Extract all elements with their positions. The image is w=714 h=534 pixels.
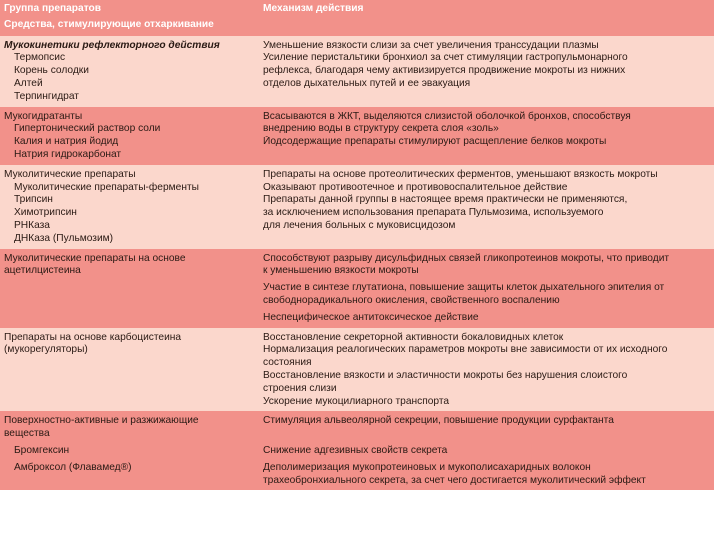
mechanism-cell: свободнорадикального окисления, свойственного воспалению (255, 295, 714, 308)
table-row (0, 383, 714, 396)
mechanism-cell (255, 233, 714, 249)
mechanism-cell: Уменьшение вязкости слизи за счет увеличения транссудации плазмы (255, 36, 714, 53)
group-cell (0, 308, 255, 328)
mechanism-cell: Участие в синтезе глутатиона, повышение защиты клеток дыхательного эпителия от (255, 278, 714, 295)
mechanism-cell: Деполимеризация мукопротеиновых и мукополисахаридных волокон (255, 458, 714, 475)
header-mechanism-column: Механизм действия (255, 0, 714, 19)
table-row (0, 265, 714, 278)
group-cell: ацетилцистеина (0, 265, 255, 278)
table-row (0, 136, 714, 149)
table-row (0, 475, 714, 491)
table-row (0, 370, 714, 383)
group-cell: Бромгексин (0, 441, 255, 458)
table-row (0, 233, 714, 249)
table-row (0, 441, 714, 458)
group-cell: Гипертонический раствор соли (0, 123, 255, 136)
group-cell: вещества (0, 428, 255, 441)
table-row (0, 328, 714, 345)
mechanism-cell: Способствуют разрыву дисульфидных связей гликопротеинов мокроты, что приводит (255, 249, 714, 266)
table-row (0, 344, 714, 357)
group-cell: Муколитические препараты (0, 165, 255, 182)
table-row (0, 458, 714, 475)
group-cell: Калия и натрия йодид (0, 136, 255, 149)
table-row (0, 65, 714, 78)
group-cell: Корень солодки (0, 65, 255, 78)
group-cell: Химотрипсин (0, 207, 255, 220)
table-row (0, 182, 714, 195)
group-cell: Терпингидрат (0, 91, 255, 107)
mechanism-cell: Нормализация реалогических параметров мокроты вне зависимости от их исходного (255, 344, 714, 357)
table-row (0, 249, 714, 266)
mechanism-cell: трахеобронхиального секрета, за счет чего достигается муколитический эффект (255, 475, 714, 491)
mechanism-cell: внедрению воды в структуру секрета слоя «золь» (255, 123, 714, 136)
table-row (0, 411, 714, 428)
mechanism-cell: Снижение адгезивных свойств секрета (255, 441, 714, 458)
header-group-column: Группа препаратов (0, 0, 255, 19)
group-cell: РНКаза (0, 220, 255, 233)
table-row (0, 107, 714, 124)
table-row (0, 149, 714, 165)
mechanism-cell: Оказывают противоотечное и противовоспалительное действие (255, 182, 714, 195)
table-row (0, 278, 714, 295)
group-cell: ДНКаза (Пульмозим) (0, 233, 255, 249)
group-cell: Мукогидратанты (0, 107, 255, 124)
table-row (0, 428, 714, 441)
mechanism-cell: Всасываются в ЖКТ, выделяются слизистой оболочкой бронхов, способствуя (255, 107, 714, 124)
group-cell: Трипсин (0, 194, 255, 207)
group-cell (0, 357, 255, 370)
group-cell: (мукорегуляторы) (0, 344, 255, 357)
mechanism-cell: состояния (255, 357, 714, 370)
mechanism-cell: Усиление перистальтики бронхиол за счет стимуляции гастропульмонарного (255, 52, 714, 65)
mechanism-cell: за исключением использования препарата Пульмозима, используемого (255, 207, 714, 220)
table-row (0, 295, 714, 308)
group-cell: Мукокинетики рефлекторного действия (0, 36, 255, 53)
group-cell: Поверхностно-активные и разжижающие (0, 411, 255, 428)
table-row (0, 207, 714, 220)
mechanism-cell (255, 91, 714, 107)
table-row (0, 308, 714, 328)
group-cell: Натрия гидрокарбонат (0, 149, 255, 165)
mechanism-cell: строения слизи (255, 383, 714, 396)
table-row (0, 123, 714, 136)
group-cell (0, 396, 255, 412)
group-cell (0, 370, 255, 383)
group-cell (0, 295, 255, 308)
mechanism-cell: к уменьшению вязкости мокроты (255, 265, 714, 278)
mechanism-cell: Восстановление секреторной активности бокаловидных клеток (255, 328, 714, 345)
mechanism-cell: Препараты на основе протеолитических ферментов, уменьшают вязкость мокроты (255, 165, 714, 182)
group-cell (0, 278, 255, 295)
mechanism-cell: отделов дыхательных путей и ее эвакуация (255, 78, 714, 91)
mechanism-cell: Восстановление вязкости и эластичности мокроты без нарушения слоистого (255, 370, 714, 383)
group-cell: Муколитические препараты-ферменты (0, 182, 255, 195)
table-row (0, 396, 714, 412)
mechanism-cell (255, 149, 714, 165)
table-row (0, 194, 714, 207)
mechanism-cell: Йодсодержащие препараты стимулируют расщепление белков мокроты (255, 136, 714, 149)
table-subheader-row (0, 19, 714, 36)
group-cell: Муколитические препараты на основе (0, 249, 255, 266)
table-row (0, 357, 714, 370)
group-cell: Препараты на основе карбоцистеина (0, 328, 255, 345)
table-row (0, 165, 714, 182)
mechanism-cell: Ускорение мукоцилиарного транспорта (255, 396, 714, 412)
mechanism-cell (255, 428, 714, 441)
subheader-expectorants: Средства, стимулирующие отхаркивание (0, 19, 714, 36)
group-cell: Алтей (0, 78, 255, 91)
mechanism-cell: Препараты данной группы в настоящее время практически не применяются, (255, 194, 714, 207)
mechanism-cell: Неспецифическое антитоксическое действие (255, 308, 714, 328)
table-row (0, 91, 714, 107)
group-cell (0, 383, 255, 396)
mechanism-cell: Стимуляция альвеолярной секреции, повышение продукции сурфактанта (255, 411, 714, 428)
group-cell: Амброксол (Флавамед®) (0, 458, 255, 475)
table-row (0, 36, 714, 53)
mechanism-cell: рефлекса, благодаря чему активизируется продвижение мокроты из нижних (255, 65, 714, 78)
table-row (0, 78, 714, 91)
group-cell (0, 475, 255, 491)
mechanism-cell: для лечения больных с муковисцидозом (255, 220, 714, 233)
table-row (0, 52, 714, 65)
group-cell: Термопсис (0, 52, 255, 65)
table-row (0, 220, 714, 233)
table-header-row (0, 0, 714, 19)
